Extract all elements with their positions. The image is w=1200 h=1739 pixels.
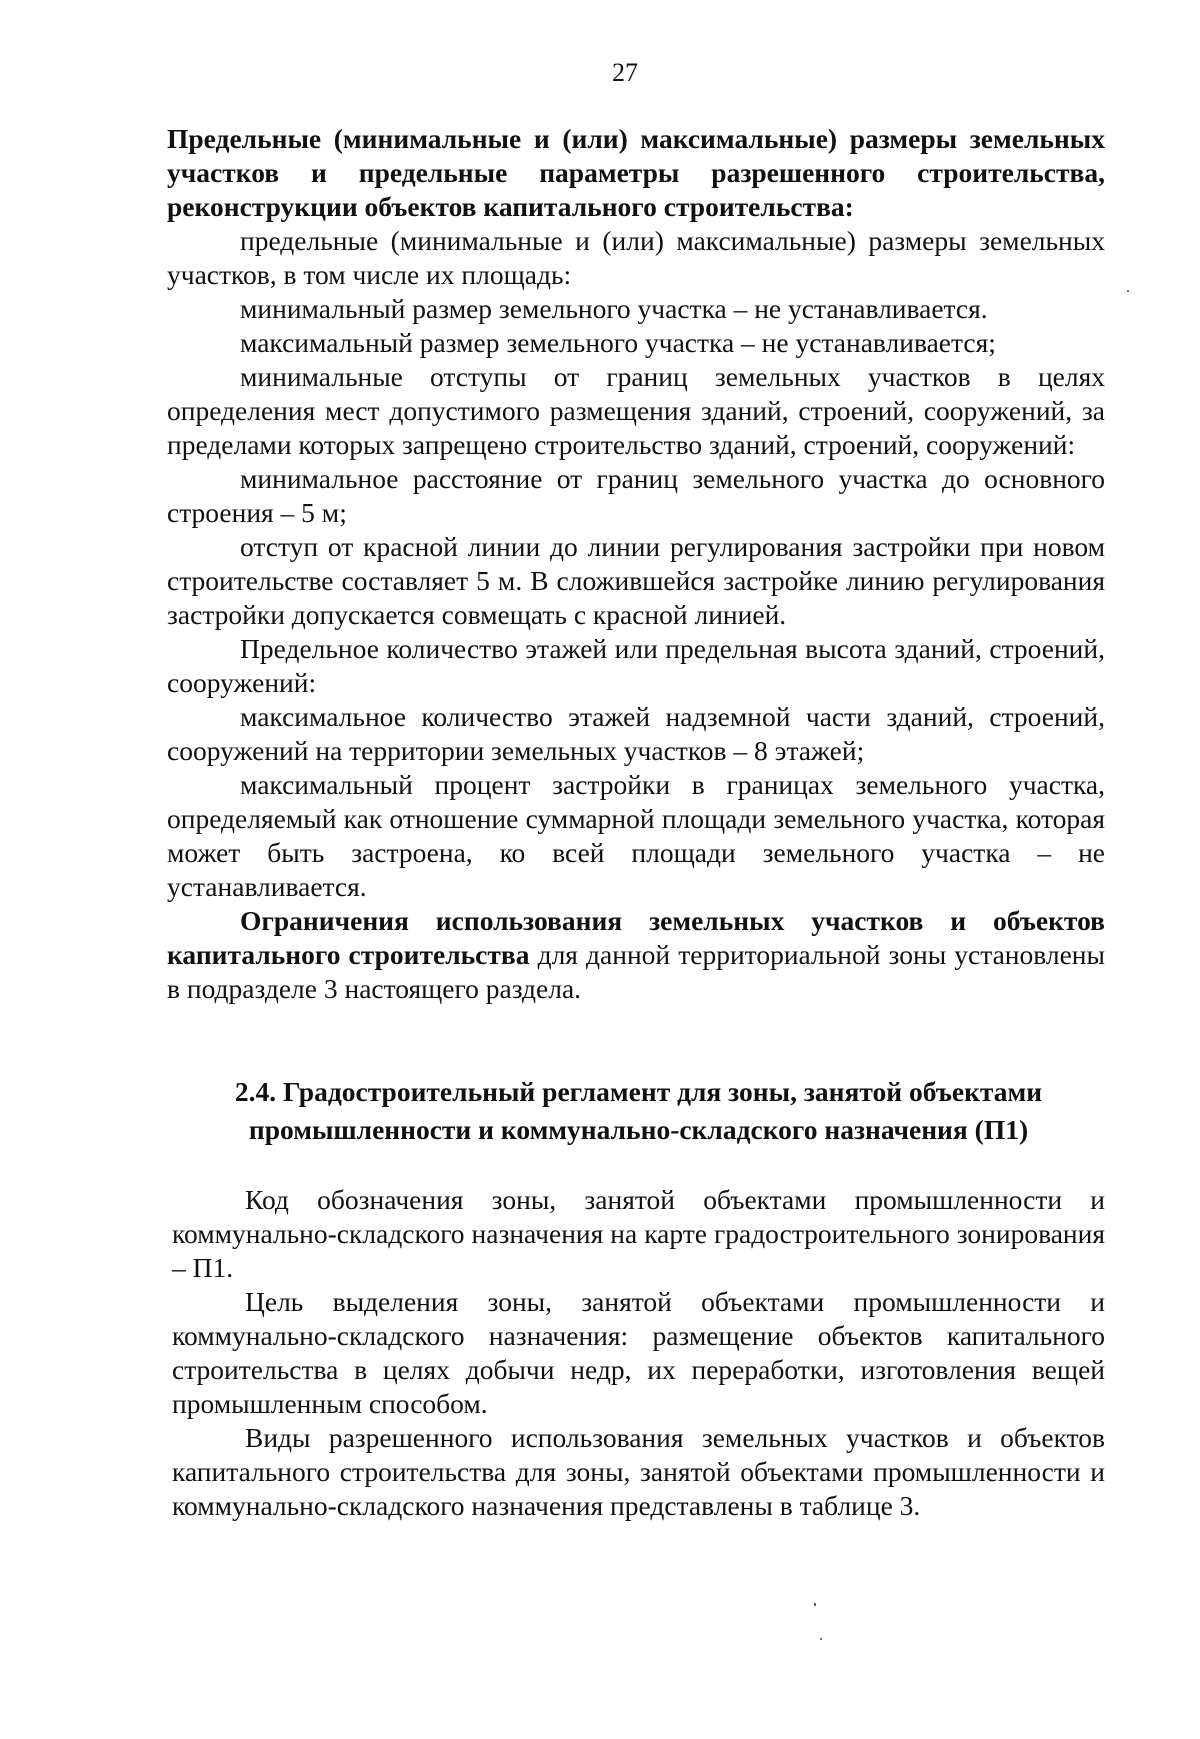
paragraph: минимальные отступы от границ земельных участков в целях определения мест допустимого размещения зданий, строений, сооружений, за пределами которых запрещено строительство зданий, строений, сооружений: <box>167 361 1105 460</box>
paragraph: Цель выделения зоны, занятой объектами промышленности и коммунально-складского назначения: размещение объектов капитального строительства в целях добычи недр, их переработки, изготовления вещей промышленным способом. <box>172 1286 1105 1419</box>
paragraph: максимальное количество этажей надземной части зданий, строений, сооружений на территории земельных участков – 8 этажей; <box>167 701 1105 766</box>
paragraph: минимальный размер земельного участка – не устанавливается. <box>240 293 988 324</box>
scan-speck <box>1127 290 1129 292</box>
restrictions-paragraph <box>167 904 1105 1006</box>
scan-speck <box>820 1638 822 1640</box>
paragraph: Код обозначения зоны, занятой объектами промышленности и коммунально-складского назначения на карте градостроительного зонирования – П1. <box>172 1184 1105 1283</box>
page-number: 27 <box>612 58 638 87</box>
paragraph: предельные (минимальные и (или) максимальные) размеры земельных участков, в том числе их площадь: <box>167 225 1105 290</box>
paragraph: максимальный процент застройки в границах земельного участка, определяемый как отношение суммарной площади земельного участка, которая может быть застроена, ко всей площади земельного участка – не устанавливается. <box>167 769 1105 902</box>
section-heading-line: 2.4. Градостроительный регламент для зоны, занятой объектами <box>234 1076 1043 1107</box>
section-limits <box>167 122 1105 1006</box>
scan-speck <box>814 1603 816 1606</box>
paragraph: Предельное количество этажей или предельная высота зданий, строений, сооружений: <box>167 633 1105 698</box>
section-zone-p1 <box>172 1183 1105 1523</box>
paragraph: Виды разрешенного использования земельных участков и объектов капитального строительства для зоны, занятой объектами промышленности и коммунально-складского назначения представлены в таблице 3. <box>172 1422 1105 1521</box>
restrictions-bold-text: Ограничения использования земельных участков и объектов капитального строительства <box>167 905 1105 970</box>
section-title: Предельные (минимальные и (или) максимальные) размеры земельных участков и предельные параметры разрешенного строительства, реконструкции объектов капитального строительства: <box>167 123 1105 222</box>
section-heading <box>172 1073 1105 1149</box>
paragraph: отступ от красной линии до линии регулирования застройки при новом строительстве составляет 5 м. В сложившейся застройке линию регулирования застройки допускается совмещать с красной линией. <box>167 531 1105 630</box>
paragraph: минимальное расстояние от границ земельного участка до основного строения – 5 м; <box>167 463 1105 528</box>
section-heading-line: промышленности и коммунально-складского назначения (П1) <box>248 1114 1029 1145</box>
paragraph: максимальный размер земельного участка – не устанавливается; <box>240 327 996 358</box>
restrictions-text: для данной территориальной зоны установлены в подразделе 3 настоящего раздела. <box>167 939 1105 1004</box>
